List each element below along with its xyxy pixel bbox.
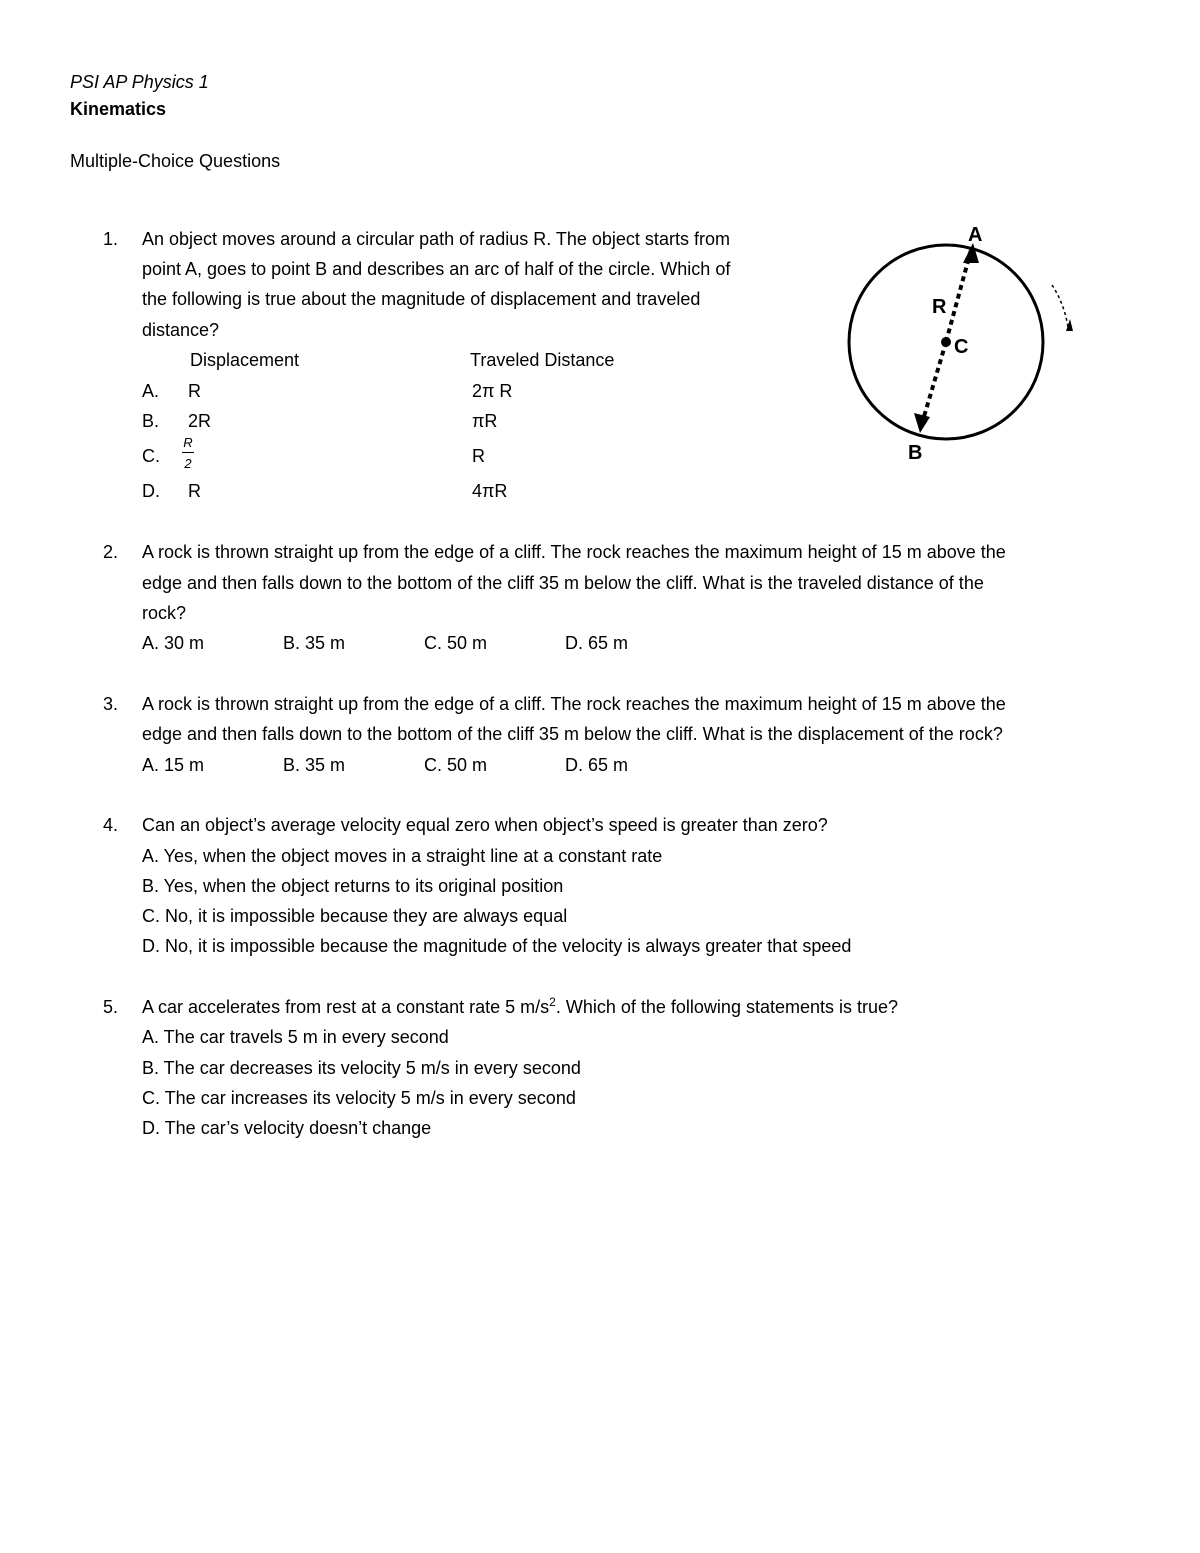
option-distance: 4πR	[472, 481, 508, 501]
option-displacement: R	[188, 381, 201, 401]
answer-option: D. The car’s velocity doesn’t change	[142, 1118, 432, 1138]
answer-option: A. 30 m	[142, 633, 205, 653]
question-number: 1.	[103, 229, 119, 249]
answer-option: B. 35 m	[283, 755, 346, 775]
answer-option: A. The car travels 5 m in every second	[142, 1027, 449, 1047]
question-number: 4.	[103, 815, 119, 835]
option-displacement: 2R	[188, 411, 212, 431]
option-displacement: R	[188, 481, 201, 501]
question-text-line: point A, goes to point B and describes an arc of half of the circle. Which of	[142, 259, 731, 279]
option-letter: C.	[142, 446, 160, 466]
question-text-tail: . Which of the following statements is true?	[555, 997, 899, 1017]
answer-option: B. Yes, when the object returns to its original position	[142, 876, 564, 896]
exponent: 2	[549, 995, 556, 1009]
section-title: Multiple-Choice Questions	[70, 151, 281, 171]
option-distance: 2π R	[472, 381, 513, 401]
question-text-line: A rock is thrown straight up from the edge of a cliff. The rock reaches the maximum height of 15 m above the	[142, 694, 1006, 714]
fraction-denominator: 2	[184, 456, 192, 471]
answer-option: C. 50 m	[424, 633, 488, 653]
question-number: 5.	[103, 997, 119, 1017]
answer-option: D. 65 m	[565, 755, 629, 775]
option-letter: B.	[142, 411, 160, 431]
label-r: R	[932, 296, 947, 318]
option-distance: πR	[472, 411, 498, 431]
question-number: 3.	[103, 694, 119, 714]
radius-arrow-to-a	[946, 250, 971, 342]
circle-path-diagram	[830, 215, 1090, 465]
option-letter: A.	[142, 381, 160, 401]
answer-option: D. 65 m	[565, 633, 629, 653]
option-distance: R	[472, 446, 485, 466]
question-text-line: A rock is thrown straight up from the edge of a cliff. The rock reaches the maximum height of 15 m above the	[142, 542, 1006, 562]
radius-arrow-to-b	[923, 342, 946, 420]
column-header-displacement: Displacement	[190, 350, 300, 370]
question-text-line: edge and then falls down to the bottom of the cliff 35 m below the cliff. What is the traveled distance of the	[142, 573, 984, 593]
answer-option: C. 50 m	[424, 755, 488, 775]
answer-option: A. Yes, when the object moves in a straight line at a constant rate	[142, 846, 663, 866]
column-header-distance: Traveled Distance	[470, 350, 615, 370]
answer-option: C. No, it is impossible because they are always equal	[142, 906, 568, 926]
label-a: A	[968, 224, 983, 246]
question-text-line: edge and then falls down to the bottom of the cliff 35 m below the cliff. What is the displacement of the rock?	[142, 724, 1003, 744]
question-text	[142, 997, 898, 1018]
fraction-r-over-2	[182, 436, 194, 470]
question-text-line: rock?	[142, 603, 187, 623]
fraction-numerator: R	[182, 436, 194, 453]
question-text-line: distance?	[142, 320, 220, 340]
direction-arrow	[1052, 285, 1068, 327]
center-point	[941, 337, 951, 347]
answer-option: A. 15 m	[142, 755, 205, 775]
arrowhead-b	[914, 413, 930, 433]
answer-option: B. 35 m	[283, 633, 346, 653]
option-letter: D.	[142, 481, 160, 501]
unit-title: Kinematics	[70, 99, 167, 119]
label-b: B	[908, 442, 923, 464]
answer-option: D. No, it is impossible because the magnitude of the velocity is always greater that speed	[142, 936, 852, 956]
answer-option: B. The car decreases its velocity 5 m/s in every second	[142, 1058, 581, 1078]
question-text-line: An object moves around a circular path of radius R. The object starts from	[142, 229, 730, 249]
answer-option: C. The car increases its velocity 5 m/s in every second	[142, 1088, 576, 1108]
question-text-main: A car accelerates from rest at a constant rate 5 m/s	[142, 997, 550, 1017]
question-text-line: the following is true about the magnitude of displacement and traveled	[142, 289, 701, 309]
question-number: 2.	[103, 542, 119, 562]
course-title: PSI AP Physics 1	[70, 72, 209, 92]
question-text: Can an object’s average velocity equal zero when object’s speed is greater than zero?	[142, 815, 828, 835]
label-c: C	[954, 336, 969, 358]
